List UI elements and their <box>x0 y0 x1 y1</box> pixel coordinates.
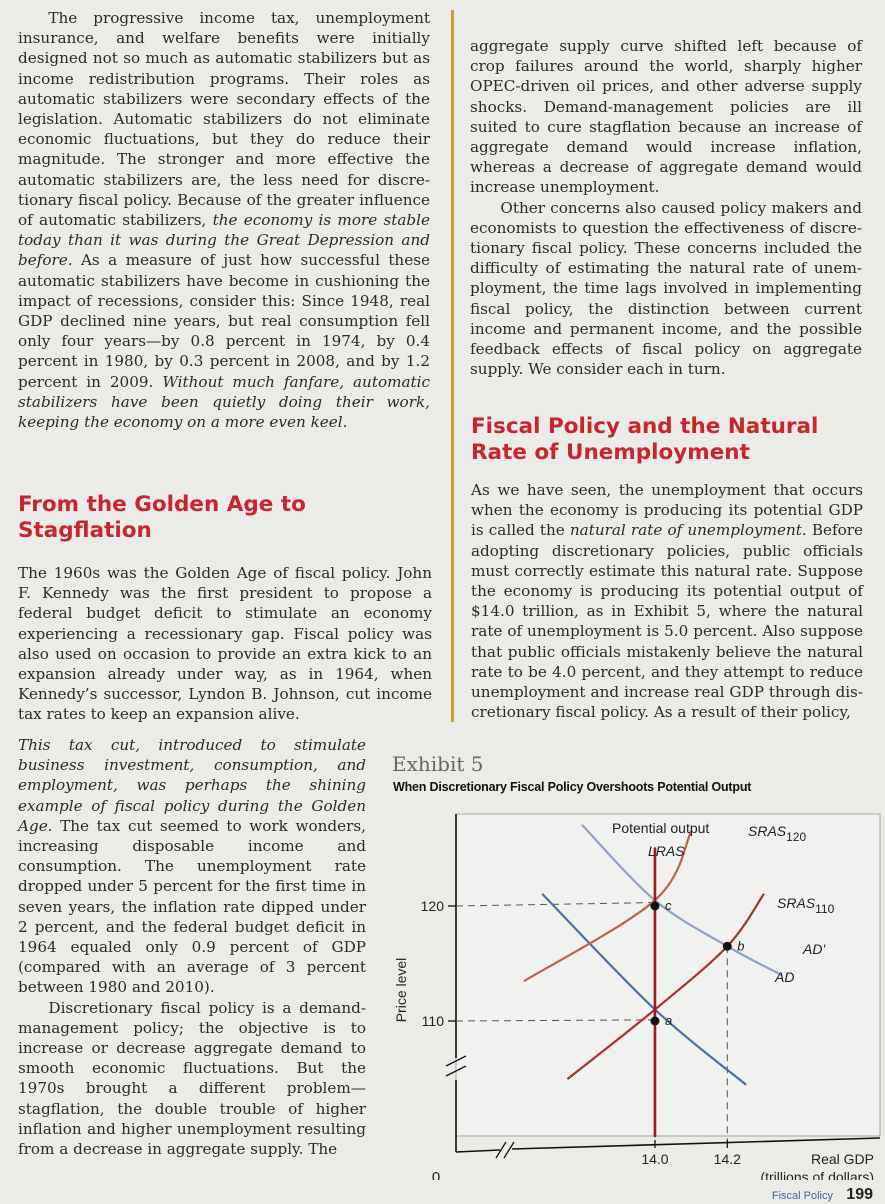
page-number: 199 <box>846 1186 873 1203</box>
paragraph-demand-management: Discretionary fiscal policy is a demand-management policy; the objective is to increase or decrease aggregate demand to smooth economic fluctuations. But the 1970s brought a different problem—stagflation, the double trouble of higher inflation and higher unemployment resulting from a decrease in aggregate supply. The <box>18 998 366 1159</box>
section-heading-natural-rate: Fiscal Policy and the Natural Rate of Unemployment <box>471 414 819 465</box>
label-sras120-text: SRAS <box>748 823 787 839</box>
exhibit-subtitle: When Discretionary Fiscal Policy Overshoots Potential Output <box>393 780 752 794</box>
label-lras <box>648 843 685 859</box>
paragraph-supply-shocks: aggregate supply curve shifted left because of crop failures around the world, sharply higher OPEC-driven oil prices, and other adverse supply shocks. Demand-management policies are ill suited to cure stagflation because an increase of aggregate demand would increase inflation, whereas a decrease of aggregate demand would increase unemployment. <box>470 37 862 197</box>
equilibrium-point-c <box>650 902 659 911</box>
emphasis-text: This tax cut, introduced to stimulate business investment, consumption, and employment, was perhaps the shining example of fiscal policy during the Golden Age. <box>18 736 366 835</box>
x-tick-label: 14.2 <box>713 1151 741 1167</box>
label-sras110-text: SRAS <box>777 895 816 911</box>
label-lras-text: LRAS <box>648 843 685 859</box>
right-column-natural-rate <box>471 480 863 722</box>
point-label-b: b <box>737 938 745 954</box>
text-run: The progressive income tax, unemployment insurance, and welfare benefits were initially designed not so much as automatic stabilizers but as income redistribution programs. Their roles as automatic stabilizers were secondary effects of the legislation. Automatic stabilizers do not eliminate economic fluctuations, but they do reduce their magnitude. The stronger and more effective the automatic stabilizers are, the less need for discretionary fiscal policy. Because of the greater influence of automatic stabilizers, <box>18 9 430 230</box>
text-run: The 1960s was the Golden Age of fiscal policy. John F. Kennedy was the first president to propose a federal budget deficit to stimulate an economy experiencing a recessionary gap. Fiscal policy was also used on occasion to provide an extra kick to an expansion already under way, as in 1964, when Kennedy’s successor, Lyndon B. Johnson, cut income tax rates to keep an expansion alive. <box>18 564 432 724</box>
section-heading-golden-age: From the Golden Age to Stagflation <box>18 492 306 543</box>
potential-output-annotation: Potential output <box>612 820 710 836</box>
right-column-intro <box>470 36 862 379</box>
label-sras110-subscript: 110 <box>815 902 835 916</box>
paragraph-tax-cut <box>18 735 366 998</box>
exhibit-label: Exhibit 5 <box>392 752 484 776</box>
x-axis-label: Real GDP <box>810 1151 874 1167</box>
column-divider-rule <box>451 10 454 722</box>
paragraph-1960s <box>18 563 432 725</box>
x-axis-unit-label: (trillions of dollars) <box>760 1169 874 1180</box>
emphasis-text: Without much fanfare, automatic stabilizers have been quietly doing their work, keeping the economy on a more even keel. <box>18 372 431 432</box>
emphasis-text: natural rate of unemployment <box>569 521 802 540</box>
label-ad-prime <box>802 941 826 957</box>
left-column-golden-age <box>18 563 432 725</box>
y-axis-label: Price level <box>393 957 409 1023</box>
text-run: As we have seen, the unemployment that occurs when the economy is producing its potential GDP is called the <box>471 481 863 540</box>
text-run: As a measure of just how successful these automatic stabilizers have become in cushioning the impact of recessions, consider this: Since 1948, real GDP declined nine years, but real consumption fell only four years—by 0.8 percent in 1974, by 0.4 percent in 1980, by 0.3 percent in 2008, and by 1.2 percent in 2009. <box>18 251 430 391</box>
emphasis-text: the economy is more stable today than it was during the Great Depression and before. <box>18 211 430 270</box>
y-tick-label: 110 <box>421 1013 444 1029</box>
equilibrium-point-b <box>723 942 732 951</box>
paragraph-other-concerns: Other concerns also caused policy makers and economists to question the effectiveness of discretionary fiscal policy. These concerns included the difficulty of estimating the natural rate of unemployment, the time lags involved in implementing fiscal policy, the distinction between current income and permanent income, and the possible feedback effects of fiscal policy on aggregate supply. We consider each in turn. <box>470 198 862 379</box>
plot-panel <box>456 814 880 1136</box>
text-run: The tax cut seemed to work wonders, increasing disposable income and consumption. The unemployment rate dropped under 5 percent for the first time in seven years, the inflation rate dipped under 2 percent, and the federal budget deficit in 1964 equaled only 0.9 percent of GDP (compared with an average of 3 percent between 1980 and 2010). <box>18 816 366 997</box>
x-axis-line <box>512 1138 880 1149</box>
paragraph-natural-rate <box>471 480 863 722</box>
label-ad-text: AD <box>775 969 795 985</box>
x-axis-line-left <box>456 1150 500 1152</box>
point-label-c: c <box>664 898 672 913</box>
origin-label: 0 <box>431 1169 441 1180</box>
left-column-golden-age-cont <box>18 735 366 1159</box>
label-ad-prime-text: AD' <box>803 941 826 957</box>
equilibrium-point-a <box>650 1017 659 1026</box>
running-head: Fiscal Policy <box>771 1190 833 1202</box>
point-label-a: a <box>664 1013 673 1028</box>
exhibit-chart <box>380 800 885 1180</box>
y-tick-label: 120 <box>420 898 444 914</box>
label-ad <box>774 969 794 985</box>
label-sras120-subscript: 120 <box>786 830 807 844</box>
ad-as-chart <box>380 800 885 1180</box>
text-run: . Before adopting discretionary policies, public officials must correctly estimate this natural rate. Suppose the economy is producing its potential output of $14.0 trillion, as in Exhibit 5, where the natural rate of unemployment is 5.0 percent. Also suppose that public officials mistakenly believe the natural rate to be 4.0 percent, and they attempt to reduce unemployment and increase real GDP through discretionary fiscal policy. As a result of their policy, <box>471 521 863 722</box>
paragraph-automatic-stabilizers <box>18 8 430 432</box>
x-tick-label: 14.0 <box>641 1151 669 1167</box>
left-column-intro <box>18 8 430 432</box>
